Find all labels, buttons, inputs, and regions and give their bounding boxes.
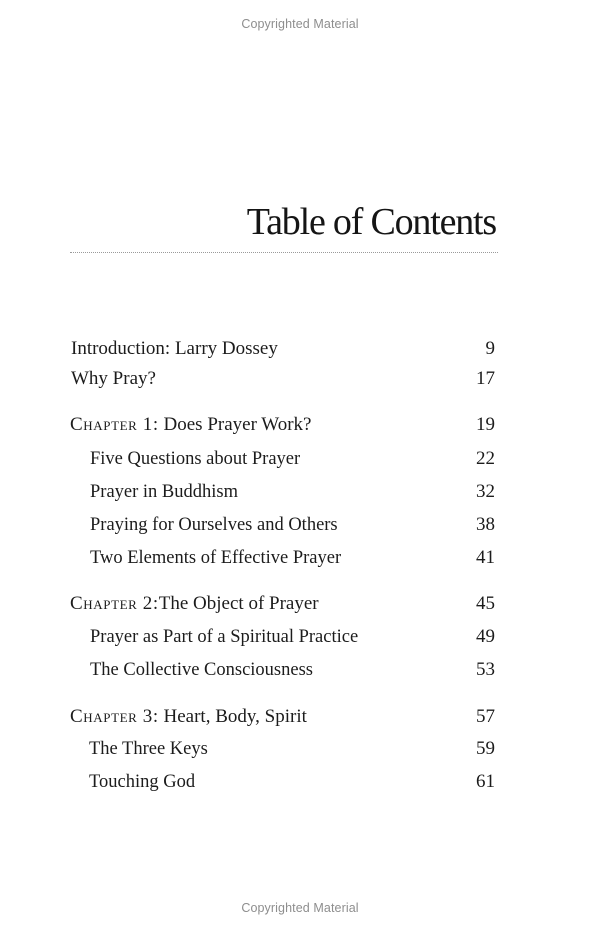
watermark-bottom: Copyrighted Material (241, 901, 359, 915)
toc-entry-page-number: 61 (476, 771, 495, 792)
toc-entry-page-number: 41 (476, 547, 495, 568)
toc-entry-introduction (0, 335, 600, 363)
toc-entry-why-pray (0, 365, 600, 393)
toc-section (0, 544, 600, 572)
toc-section-label: The Three Keys (89, 739, 208, 759)
toc-entry-page-number: 19 (476, 414, 495, 435)
toc-section (0, 735, 600, 763)
toc-entry-page-number: 38 (476, 514, 495, 535)
toc-section-label: Praying for Ourselves and Others (90, 515, 338, 535)
chapter-word: Chapter 2: (70, 593, 159, 614)
toc-chapter-1 (0, 411, 600, 439)
toc-section-label: Two Elements of Effective Prayer (90, 548, 342, 568)
chapter-heading (70, 411, 311, 439)
toc-entry-page-number: 22 (476, 448, 495, 469)
toc-section-label: Touching God (89, 772, 196, 792)
toc-entry-page-number: 9 (485, 338, 495, 359)
toc-section (0, 768, 600, 796)
chapter-title: Does Prayer Work? (158, 414, 312, 435)
toc-section-label: Five Questions about Prayer (90, 449, 301, 469)
toc-entry-page-number: 53 (476, 659, 495, 680)
toc-section (0, 511, 600, 539)
chapter-heading (70, 590, 319, 618)
toc-section (0, 656, 600, 684)
toc-chapter-2 (0, 590, 600, 618)
page-title: Table of Contents (246, 201, 496, 243)
toc-entry-page-number: 45 (476, 593, 495, 614)
chapter-title: The Object of Prayer (158, 593, 319, 614)
chapter-title: Heart, Body, Spirit (158, 706, 307, 727)
toc-section-label: The Collective Consciousness (90, 660, 313, 680)
watermark-top: Copyrighted Material (241, 17, 359, 31)
toc-entry-page-number: 59 (476, 738, 495, 759)
toc-chapter-3 (0, 703, 600, 731)
toc-section (0, 623, 600, 651)
toc-section (0, 445, 600, 473)
chapter-heading (70, 703, 307, 731)
toc-entry-page-number: 17 (476, 368, 495, 389)
toc-entry-page-number: 49 (476, 626, 495, 647)
toc-section-label: Prayer as Part of a Spiritual Practice (90, 627, 359, 647)
toc-entry-label: Introduction: Larry Dossey (71, 338, 278, 359)
chapter-word: Chapter 1: (70, 414, 159, 435)
toc-entry-label: Why Pray? (71, 368, 156, 389)
chapter-word: Chapter 3: (70, 706, 159, 727)
toc-section-label: Prayer in Buddhism (90, 482, 238, 502)
toc-entry-page-number: 32 (476, 481, 495, 502)
toc-entry-page-number: 57 (476, 706, 495, 727)
toc-section (0, 478, 600, 506)
